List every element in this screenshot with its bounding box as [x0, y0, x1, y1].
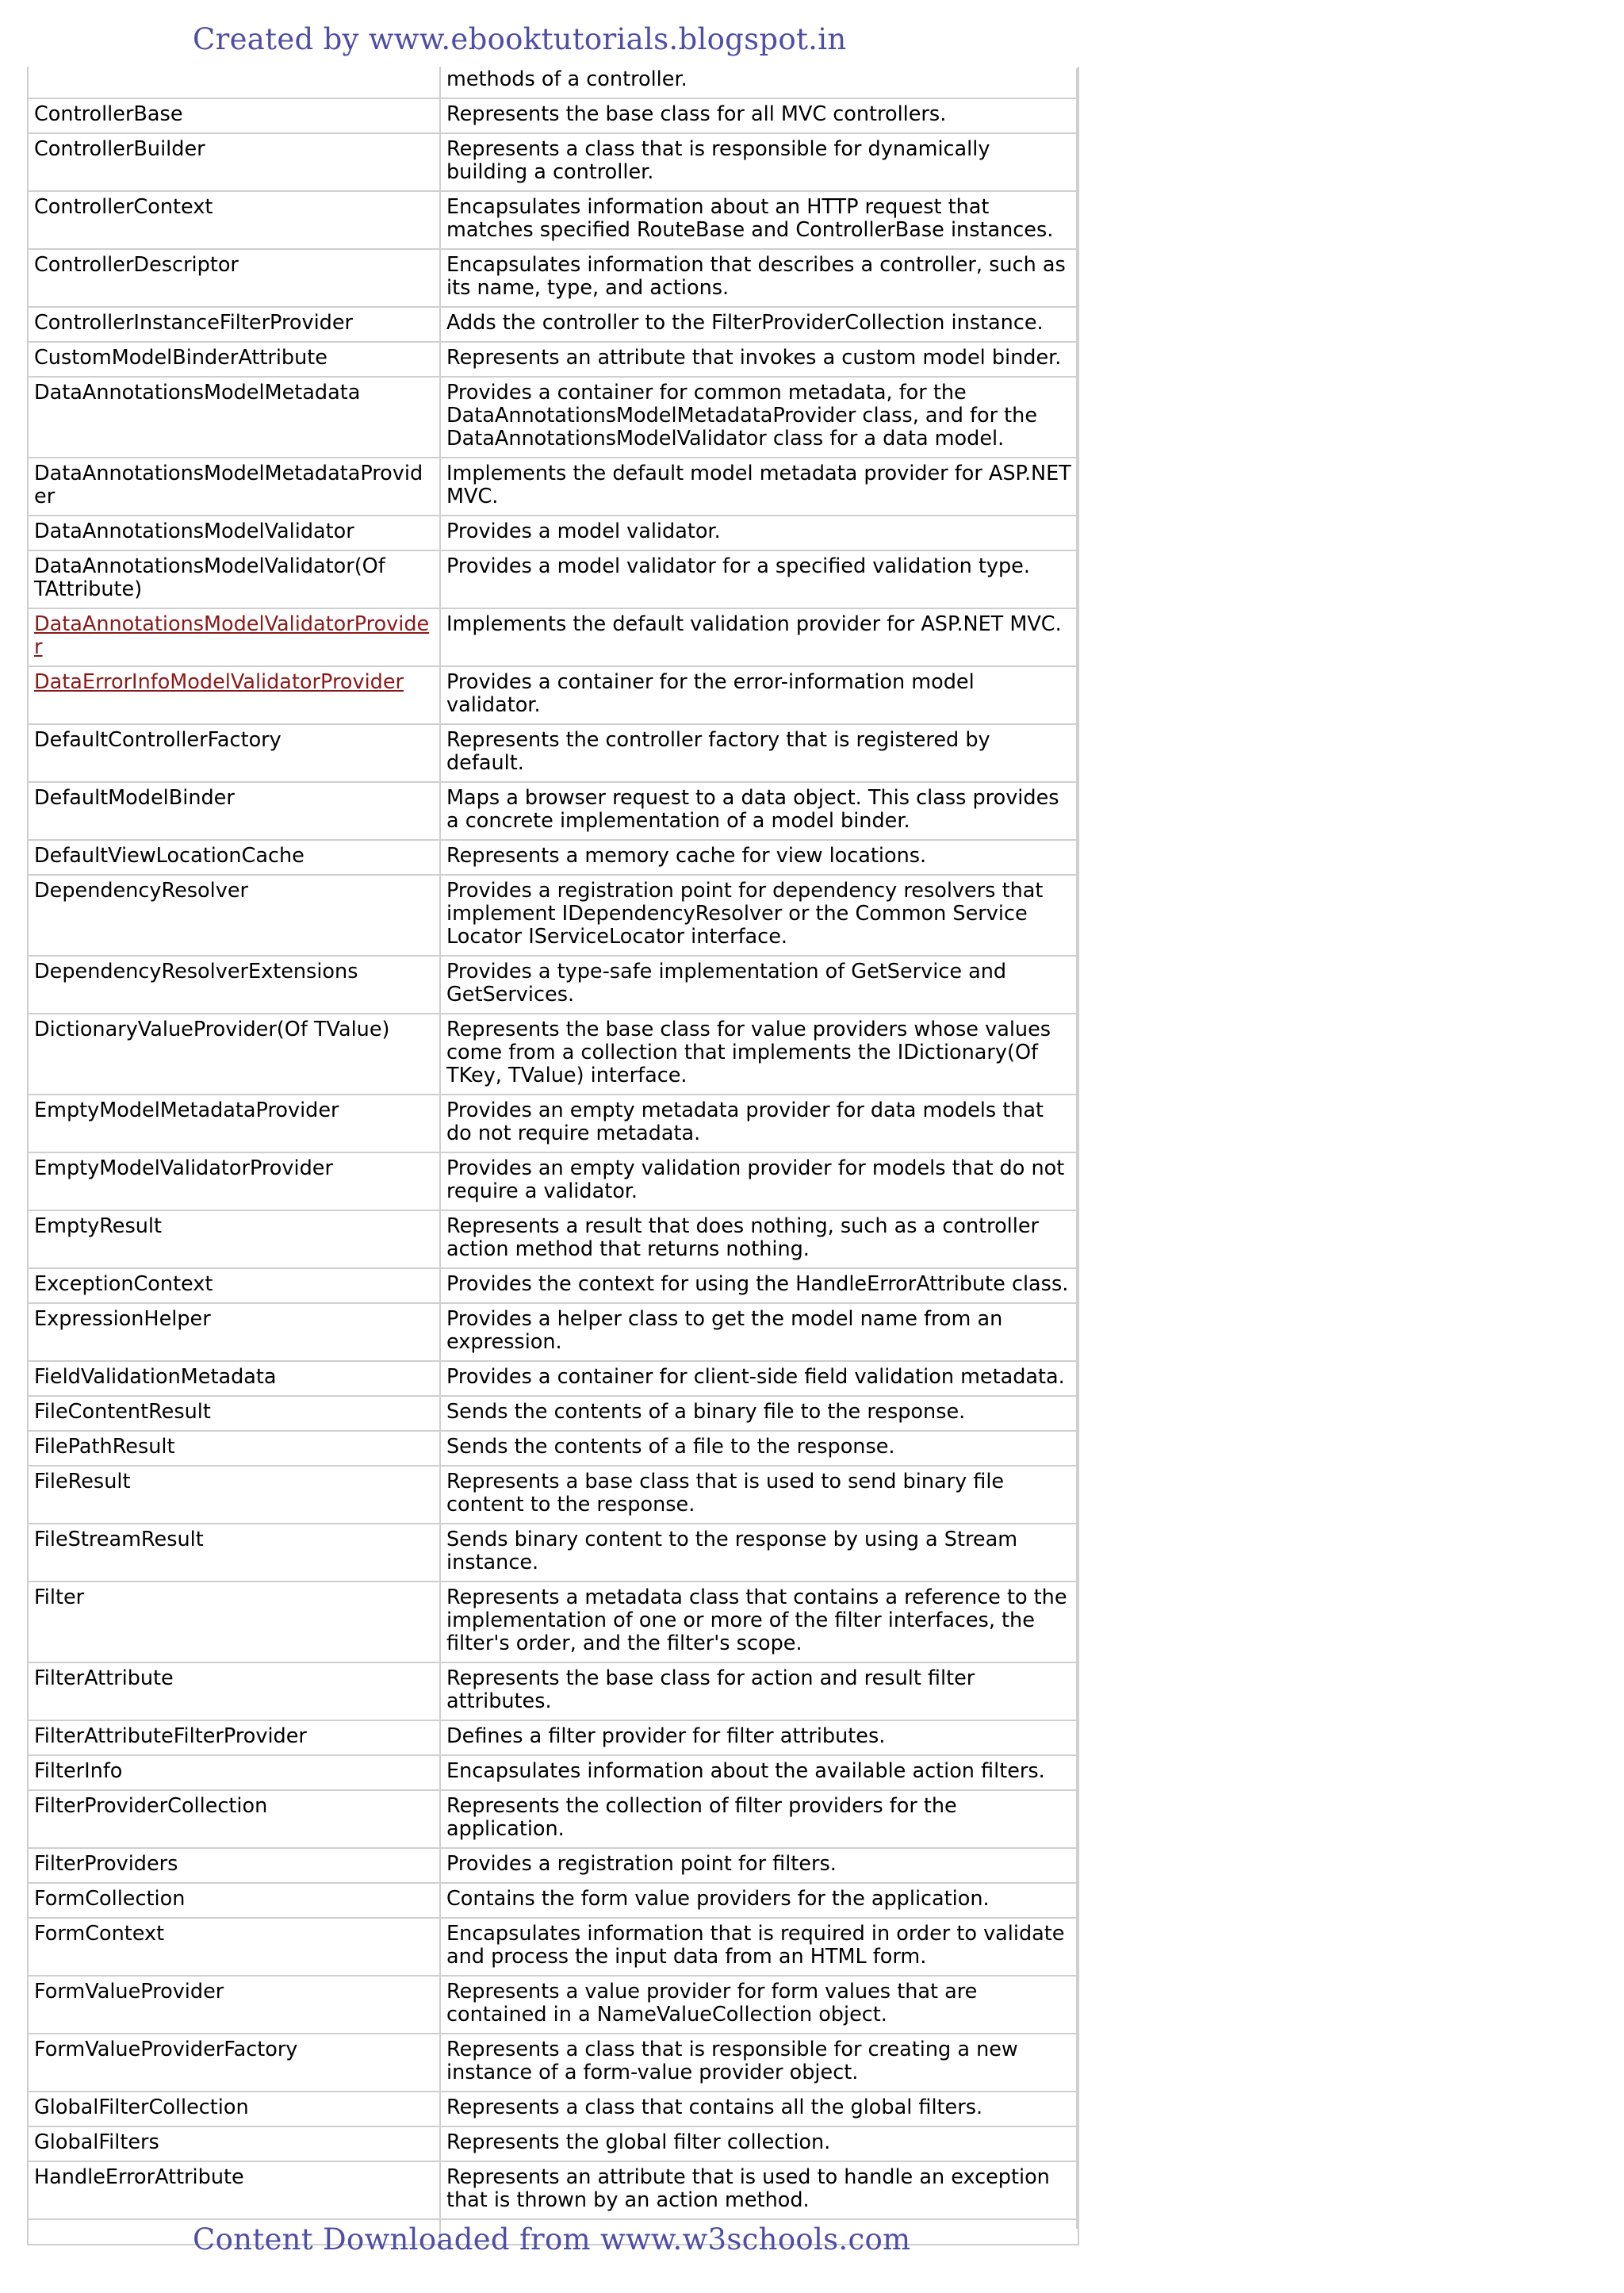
class-name: HandleErrorAttribute — [28, 2161, 440, 2219]
table-row — [28, 2034, 1078, 2092]
class-description: Encapsulates information that describes a controller, such as its name, type, and actions. — [440, 249, 1078, 307]
class-name: DependencyResolver — [28, 875, 440, 956]
table-row — [28, 1848, 1078, 1883]
class-name: FilterAttribute — [28, 1662, 440, 1720]
table-row — [28, 133, 1078, 191]
table-row — [28, 1662, 1078, 1720]
class-description: Provides a container for common metadata, for the DataAnnotationsModelMetadataProvider class, and for the DataAnnotationsModelValidator class for a data model. — [440, 377, 1078, 458]
class-name: DefaultControllerFactory — [28, 724, 440, 782]
class-name: ControllerBase — [28, 98, 440, 133]
class-name: FormCollection — [28, 1883, 440, 1918]
class-description: Provides a type-safe implementation of GetService and GetServices. — [440, 956, 1078, 1014]
table-row — [28, 98, 1078, 133]
class-description: Provides an empty validation provider for models that do not require a validator. — [440, 1152, 1078, 1210]
table-row — [28, 377, 1078, 458]
table-row — [28, 1918, 1078, 1976]
class-name: FilterAttributeFilterProvider — [28, 1720, 440, 1755]
class-description: Provides a helper class to get the model name from an expression. — [440, 1303, 1078, 1361]
class-name: CustomModelBinderAttribute — [28, 342, 440, 377]
class-name: FormValueProviderFactory — [28, 2034, 440, 2092]
class-description: Sends binary content to the response by using a Stream instance. — [440, 1524, 1078, 1582]
table-row — [28, 1582, 1078, 1662]
class-description: Provides a model validator for a specified validation type. — [440, 550, 1078, 608]
class-description: Provides a model validator. — [440, 516, 1078, 550]
class-name: FilePathResult — [28, 1431, 440, 1466]
table-row — [28, 1396, 1078, 1431]
class-description: Encapsulates information that is required in order to validate and process the input data from an HTML form. — [440, 1918, 1078, 1976]
class-description: Provides a registration point for dependency resolvers that implement IDependencyResolver or the Common Service Locator IServiceLocator interface. — [440, 875, 1078, 956]
class-name: EmptyModelMetadataProvider — [28, 1095, 440, 1152]
class-name: Filter — [28, 1582, 440, 1662]
class-name: DataAnnotationsModelValidator(Of TAttribute) — [28, 550, 440, 608]
class-description: Represents the controller factory that is registered by default. — [440, 724, 1078, 782]
class-description: Represents the base class for all MVC controllers. — [440, 98, 1078, 133]
class-description: Implements the default model metadata provider for ASP.NET MVC. — [440, 458, 1078, 516]
class-description: Defines a filter provider for filter attributes. — [440, 1720, 1078, 1755]
class-description: Provides an empty metadata provider for data models that do not require metadata. — [440, 1095, 1078, 1152]
class-description: Represents an attribute that invokes a custom model binder. — [440, 342, 1078, 377]
class-name: DataAnnotationsModelValidator — [28, 516, 440, 550]
class-description: Represents a value provider for form values that are contained in a NameValueCollection object. — [440, 1976, 1078, 2034]
class-description: Provides a registration point for filters. — [440, 1848, 1078, 1883]
table-row — [28, 875, 1078, 956]
class-description: Contains the form value providers for the application. — [440, 1883, 1078, 1918]
table-row — [28, 1014, 1078, 1095]
table-row — [28, 1720, 1078, 1755]
class-name: FilterProviderCollection — [28, 1790, 440, 1848]
class-description: Represents an attribute that is used to handle an exception that is thrown by an action method. — [440, 2161, 1078, 2219]
class-description: Represents a metadata class that contains a reference to the implementation of one or more of the filter interfaces, the filter's order, and the filter's scope. — [440, 1582, 1078, 1662]
class-link-dataerrorinfomodelvalidatorprovider[interactable]: DataErrorInfoModelValidatorProvider — [34, 670, 404, 694]
table-row — [28, 956, 1078, 1014]
table-row — [28, 608, 1078, 666]
table-row — [28, 1976, 1078, 2034]
table-row — [28, 1210, 1078, 1268]
class-name: DependencyResolverExtensions — [28, 956, 440, 1014]
class-name: FormValueProvider — [28, 1976, 440, 2034]
table-row — [28, 342, 1078, 377]
class-description: Implements the default validation provider for ASP.NET MVC. — [440, 608, 1078, 666]
table-row — [28, 1361, 1078, 1396]
class-description: Represents the global filter collection. — [440, 2126, 1078, 2161]
class-description: Maps a browser request to a data object. This class provides a concrete implementation of a model binder. — [440, 782, 1078, 840]
table-row — [28, 458, 1078, 516]
table-row — [28, 67, 1078, 98]
table-row — [28, 840, 1078, 875]
class-description: Represents a memory cache for view locations. — [440, 840, 1078, 875]
table-row — [28, 307, 1078, 342]
class-name: ControllerDescriptor — [28, 249, 440, 307]
table-row — [28, 1095, 1078, 1152]
table-row — [28, 2126, 1078, 2161]
table-row — [28, 1883, 1078, 1918]
class-name: DefaultModelBinder — [28, 782, 440, 840]
class-name: DataAnnotationsModelMetadataProvider — [28, 458, 440, 516]
table-row — [28, 550, 1078, 608]
table-row — [28, 1431, 1078, 1466]
class-name: GlobalFilters — [28, 2126, 440, 2161]
table-row — [28, 724, 1078, 782]
class-description: Represents the base class for value providers whose values come from a collection that implements the IDictionary(Of TKey, TValue) interface. — [440, 1014, 1078, 1095]
table-row — [28, 1303, 1078, 1361]
table-row — [28, 1152, 1078, 1210]
class-name: FileStreamResult — [28, 1524, 440, 1582]
class-name: FileContentResult — [28, 1396, 440, 1431]
class-name: GlobalFilterCollection — [28, 2092, 440, 2126]
class-description: Represents the collection of filter providers for the application. — [440, 1790, 1078, 1848]
table-row — [28, 1790, 1078, 1848]
class-name: FormContext — [28, 1918, 440, 1976]
class-link-dataannotationsmodelvalidatorprovider[interactable]: DataAnnotationsModelValidatorProvider — [34, 612, 430, 659]
class-name: EmptyModelValidatorProvider — [28, 1152, 440, 1210]
class-name: FilterProviders — [28, 1848, 440, 1883]
class-description: Represents the base class for action and result filter attributes. — [440, 1662, 1078, 1720]
table-row — [28, 782, 1078, 840]
class-description: Sends the contents of a binary file to the response. — [440, 1396, 1078, 1431]
class-description: Provides a container for client-side field validation metadata. — [440, 1361, 1078, 1396]
class-name: DataAnnotationsModelMetadata — [28, 377, 440, 458]
class-description: Represents a result that does nothing, such as a controller action method that returns nothing. — [440, 1210, 1078, 1268]
table-row — [28, 1268, 1078, 1303]
class-description: methods of a controller. — [440, 67, 1078, 98]
table-row — [28, 191, 1078, 249]
header-watermark: Created by www.ebooktutorials.blogspot.in — [193, 22, 847, 56]
class-description: Encapsulates information about an HTTP request that matches specified RouteBase and ControllerBase instances. — [440, 191, 1078, 249]
footer-watermark: Content Downloaded from www.w3schools.com — [193, 2222, 911, 2257]
class-name: ControllerInstanceFilterProvider — [28, 307, 440, 342]
class-description: Sends the contents of a file to the response. — [440, 1431, 1078, 1466]
table-row — [28, 516, 1078, 550]
table-row — [28, 666, 1078, 724]
class-name: FieldValidationMetadata — [28, 1361, 440, 1396]
class-description: Represents a base class that is used to send binary file content to the response. — [440, 1466, 1078, 1524]
class-name: ControllerBuilder — [28, 133, 440, 191]
table-row — [28, 1755, 1078, 1790]
class-description: Represents a class that is responsible for dynamically building a controller. — [440, 133, 1078, 191]
class-name: ExpressionHelper — [28, 1303, 440, 1361]
class-description: Encapsulates information about the available action filters. — [440, 1755, 1078, 1790]
table-row — [28, 249, 1078, 307]
class-description: Represents a class that contains all the global filters. — [440, 2092, 1078, 2126]
class-description: Provides the context for using the HandleErrorAttribute class. — [440, 1268, 1078, 1303]
class-description: Represents a class that is responsible for creating a new instance of a form-value provider object. — [440, 2034, 1078, 2092]
table-row — [28, 1466, 1078, 1524]
table-row — [28, 2161, 1078, 2219]
class-name: DictionaryValueProvider(Of TValue) — [28, 1014, 440, 1095]
class-name: ExceptionContext — [28, 1268, 440, 1303]
class-description: Adds the controller to the FilterProviderCollection instance. — [440, 307, 1078, 342]
class-table — [27, 67, 1079, 2245]
table-row — [28, 2092, 1078, 2126]
class-name — [28, 67, 440, 98]
class-name: DefaultViewLocationCache — [28, 840, 440, 875]
class-name: ControllerContext — [28, 191, 440, 249]
class-name: FileResult — [28, 1466, 440, 1524]
class-description: Provides a container for the error-information model validator. — [440, 666, 1078, 724]
class-name: FilterInfo — [28, 1755, 440, 1790]
class-name: EmptyResult — [28, 1210, 440, 1268]
table-row — [28, 1524, 1078, 1582]
